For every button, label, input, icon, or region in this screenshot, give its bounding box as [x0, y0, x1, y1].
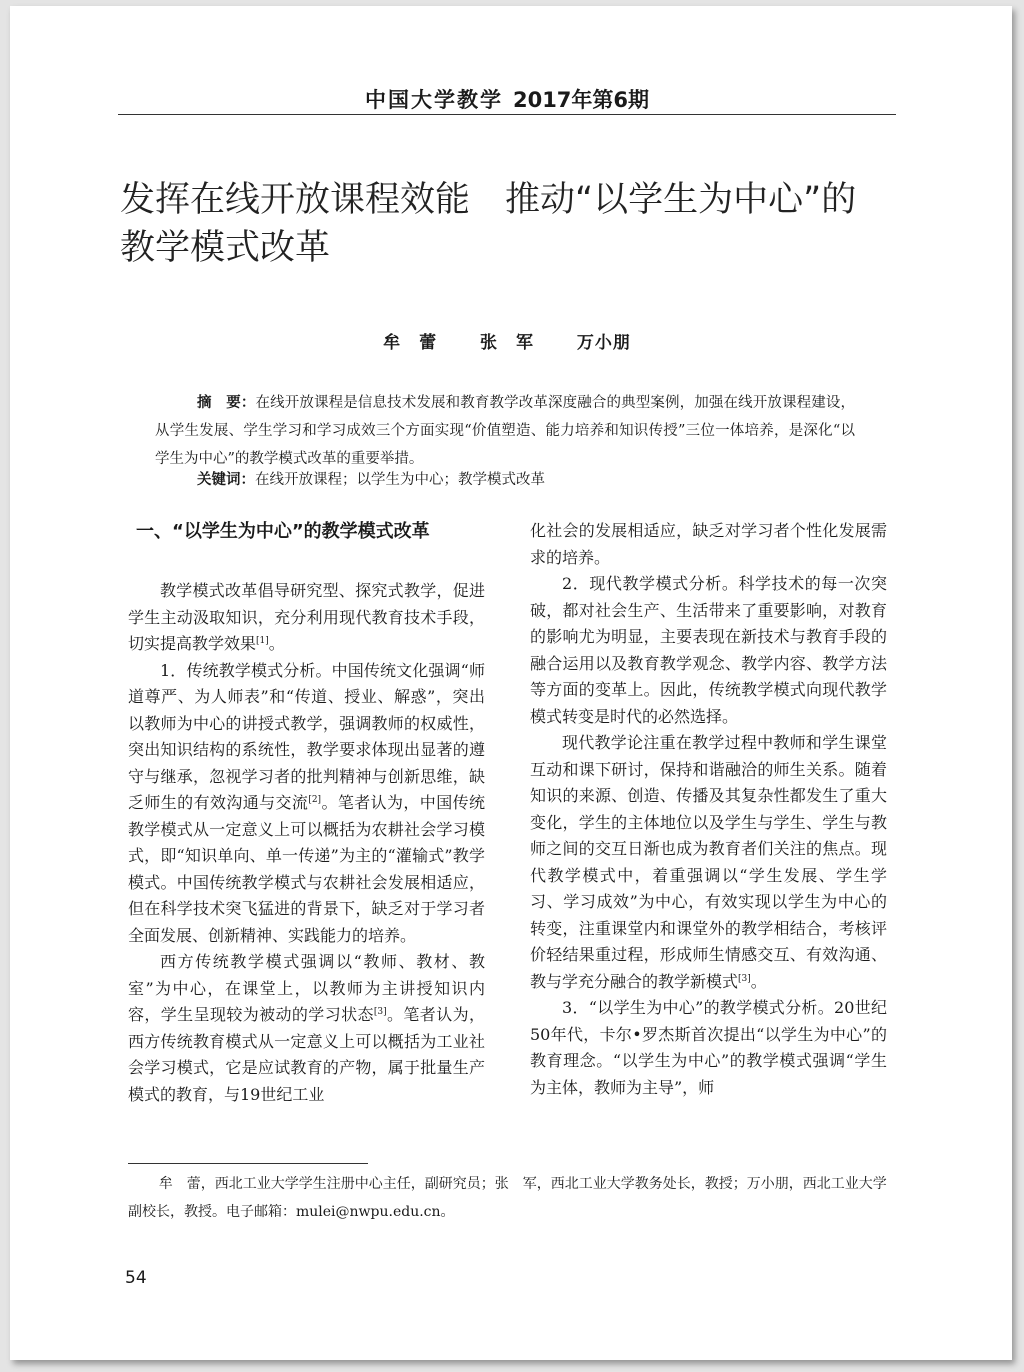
paragraph — [128, 658, 485, 950]
paragraph-text: 。 — [268, 634, 285, 653]
author-list — [118, 328, 896, 353]
paragraph: 2．现代教学模式分析。科学技术的每一次突破，都对社会生产、生活带来了重要影响，对教育的影响尤为明显，主要表现在新技术与教育手段的融合运用以及教育教学观念、教学内容、教学方法等方面的变革上。因此，传统教学模式向现代教学模式转变是时代的必然选择。 — [530, 574, 887, 726]
paragraph-text: 1．传统教学模式分析。中国传统文化强调“师道尊严、为人师表”和“传道、授业、解惑”，突出以教师为中心的讲授式教学，强调教师的权威性，突出知识结构的系统性，教学要求体现出显著的遵守与继承，忽视学习者的批判精神与创新思维，缺乏师生的有效沟通与交流 — [128, 660, 485, 812]
author-2: 张 军 — [480, 333, 534, 353]
paragraph — [530, 730, 887, 995]
right-column — [530, 518, 887, 1101]
paragraph-text: 教学模式改革倡导研究型、探究式教学，促进学生主动汲取知识，充分利用现代教育技术手段，切实提高教学效果 — [128, 581, 485, 653]
footnote-text: 牟 蕾，西北工业大学学生注册中心主任，副研究员；张 军，西北工业大学教务处长，教授；万小朋，西北工业大学副校长，教授。电子邮箱：mulei@nwpu.edu.cn。 — [128, 1176, 887, 1220]
paragraph-text: 。笔者认为，中国传统教学模式从一定意义上可以概括为农耕社会学习模式，即“知识单向、单一传递”为主的“灌输式”教学模式。中国传统教学模式与农耕社会发展相适应，但在科学技术突飞猛进的背景下，缺乏对于学习者全面发展、创新精神、实践能力的培养。 — [128, 793, 485, 945]
title-line-2: 教学模式改革 — [120, 228, 331, 268]
journal-name: 中国大学教学 — [364, 87, 503, 112]
paragraph-text: 。 — [750, 971, 767, 991]
paragraph-text: 现代教学论注重在教学过程中教师和学生课堂互动和课下研讨，保持和谐融洽的师生关系。随着知识的来源、创造、传播及其复杂性都发生了重大变化，学生的主体地位以及学生与学生、学生与教师之间的交互日渐也成为教育者们关注的焦点。现代教学模式中，着重强调以“学生发展、学生学习、学习成效”为中心，有效实现以学生为中心的转变，注重课堂内和课堂外的教学相结合，考核评价轻结果重过程，形成师生情感交互、有效沟通、教与学充分融合的教学新模式 — [530, 733, 887, 991]
running-header — [118, 84, 896, 114]
paragraph-text: 。笔者认为，西方传统教育模式从一定意义上可以概括为工业社会学习模式，它是应试教育的产物，属于批量生产模式的教育，与19世纪工业 — [128, 1005, 485, 1104]
paragraph — [128, 578, 485, 658]
author-3: 万小朋 — [576, 333, 631, 353]
section-heading: 一、“以学生为中心”的教学模式改革 — [136, 521, 430, 542]
header-rule — [118, 114, 896, 115]
paragraph: 3．“以学生为中心”的教学模式分析。20世纪50年代，卡尔•罗杰斯首次提出“以学生为中心”的教育理念。“以学生为中心”的教学模式强调“学生为主体，教师为主导”，师 — [530, 998, 887, 1097]
paragraph: 化社会的发展相适应，缺乏对学习者个性化发展需求的培养。 — [530, 521, 887, 567]
keywords-text: 在线开放课程；以学生为中心；教学模式改革 — [255, 472, 545, 488]
abstract-text: 在线开放课程是信息技术发展和教育教学改革深度融合的典型案例，加强在线开放课程建设，从学生发展、学生学习和学习成效三个方面实现“价值塑造、能力培养和知识传授”三位一体培养，是深化“以学生为中心”的教学模式改革的重要举措。 — [155, 395, 855, 467]
paragraph — [128, 949, 485, 1108]
citation[interactable]: [3] — [738, 973, 751, 984]
author-1: 牟 蕾 — [383, 333, 438, 353]
abstract — [155, 389, 855, 473]
author-footnote — [128, 1170, 898, 1226]
keywords — [197, 468, 545, 489]
citation[interactable]: [2] — [308, 795, 322, 805]
left-column — [128, 518, 485, 1108]
citation[interactable]: [3] — [373, 1007, 387, 1017]
keywords-label: 关键词： — [197, 472, 255, 488]
citation[interactable]: [1] — [256, 636, 269, 646]
footnote-rule — [128, 1163, 368, 1164]
abstract-label: 摘 要： — [197, 395, 256, 411]
issue-label: 2017年第6期 — [512, 88, 650, 112]
page-number: 54 — [125, 1268, 147, 1288]
article-title — [120, 176, 910, 272]
paragraph-text: 西方传统教学模式强调以“教师、教材、教室”为中心，在课堂上，以教师为主讲授知识内容，学生呈现较为被动的学习状态 — [128, 952, 485, 1024]
title-line-1: 发挥在线开放课程效能 推动“以学生为中心”的 — [120, 180, 857, 220]
